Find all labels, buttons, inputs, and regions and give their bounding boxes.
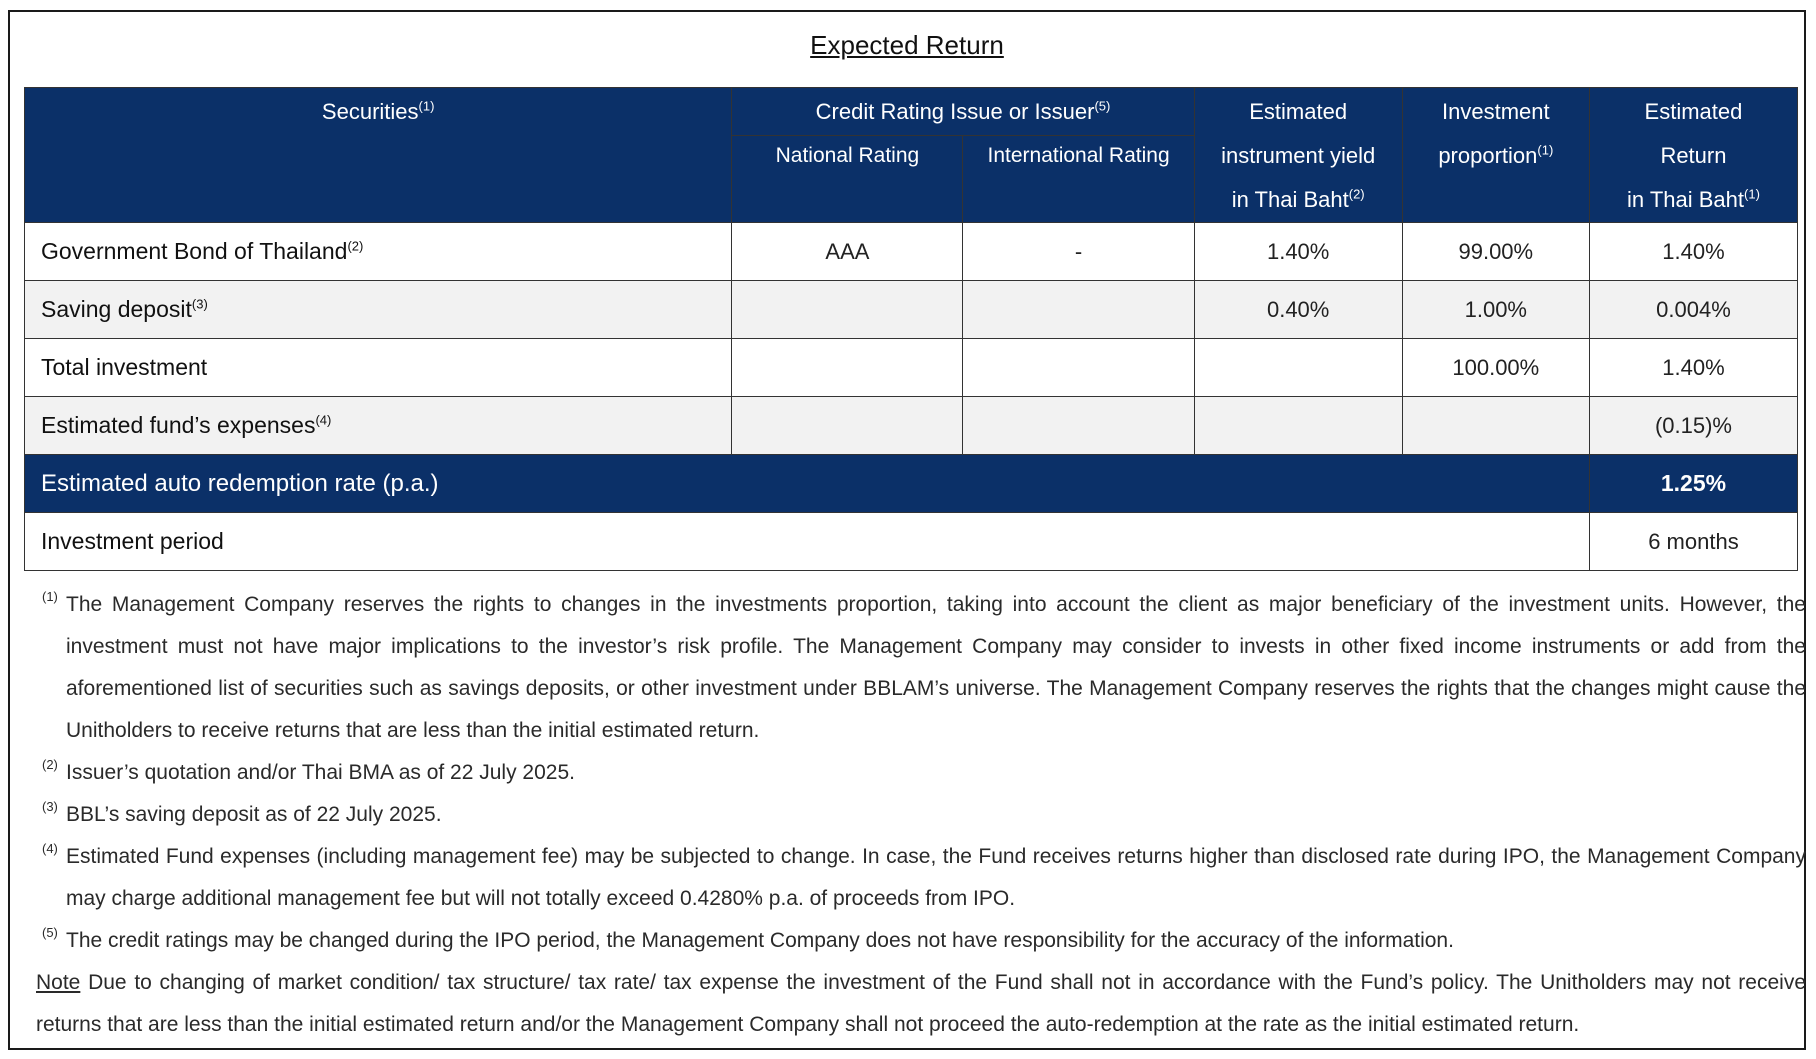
cell-national-rating (732, 339, 963, 397)
cell-international-rating (963, 339, 1194, 397)
table-row (25, 281, 1798, 339)
table-row (25, 339, 1798, 397)
footnote-text: The Management Company reserves the rights to changes in the investments proportion, taking into account the client as major beneficiary of the investment units. However, the investment must not have major implications to the investor’s risk profile. The Management Company may consider to invests in other fixed income instruments or add from the aforementioned list of securities such as savings deposits, or other investment under BBLAM’s universe. The Management Company reserves the rights that the changes might cause the Unitholders to receive returns that are less than the initial estimated return. (66, 593, 1806, 742)
footnote-mark: (4) (42, 841, 58, 856)
footnote-mark: (1) (42, 589, 58, 604)
document-frame (8, 10, 1806, 1050)
header-credit-rating: Credit Rating Issue or Issuer$^{(5)}$ (732, 88, 1194, 136)
footnote-mark: (2) (42, 757, 58, 772)
cell-return: (0.15)% (1589, 397, 1797, 455)
cell-national-rating (732, 281, 963, 339)
investment-period-row (25, 513, 1798, 571)
footnote (26, 836, 1806, 920)
footnote (26, 752, 1806, 794)
cell-proportion: 100.00% (1402, 339, 1589, 397)
redemption-rate-value: 1.25% (1589, 455, 1797, 513)
footnote-text: The credit ratings may be changed during the IPO period, the Management Company does not have responsibility for the accuracy of the information. (66, 929, 1454, 952)
expected-return-table (24, 87, 1798, 571)
header-estimated-yield: Estimated instrument yield in Thai Baht$^{(2)}$ (1194, 88, 1402, 223)
row-label: Government Bond of Thailand$^{(2)}$ (25, 223, 732, 281)
footnotes (26, 584, 1806, 1046)
footnote (26, 794, 1806, 836)
cell-yield (1194, 339, 1402, 397)
header-securities: Securities$^{(1)}$ (25, 88, 732, 223)
table-header-row (25, 88, 1798, 136)
row-label: Total investment (25, 339, 732, 397)
cell-national-rating: AAA (732, 223, 963, 281)
footnote (26, 584, 1806, 752)
investment-period-label: Investment period (25, 513, 1590, 571)
footnote-text: Estimated Fund expenses (including management fee) may be subjected to change. In case, the Fund receives returns higher than disclosed rate during IPO, the Management Company may charge additional management fee but will not totally exceed 0.4280% p.a. of proceeds from IPO. (66, 845, 1806, 910)
cell-proportion: 1.00% (1402, 281, 1589, 339)
cell-yield: 1.40% (1194, 223, 1402, 281)
cell-yield: 0.40% (1194, 281, 1402, 339)
footnote-text: Issuer’s quotation and/or Thai BMA as of 22 July 2025. (66, 761, 575, 784)
cell-international-rating: - (963, 223, 1194, 281)
table-row (25, 223, 1798, 281)
cell-return: 1.40% (1589, 339, 1797, 397)
redemption-rate-label: Estimated auto redemption rate (p.a.) (25, 455, 1590, 513)
note-keyword: Note (36, 971, 81, 994)
cell-proportion: 99.00% (1402, 223, 1589, 281)
note-text: Due to changing of market condition/ tax structure/ tax rate/ tax expense the investment of the Fund shall not in accordance with the Fund’s policy. The Unitholders may not receive returns that are less than the initial estimated return and/or the Management Company shall not proceed the auto-redemption at the rate as the initial estimated return. (36, 971, 1806, 1036)
row-label: Estimated fund’s expenses$^{(4)}$ (25, 397, 732, 455)
row-label: Saving deposit$^{(3)}$ (25, 281, 732, 339)
footnote-mark: (5) (42, 925, 58, 940)
footnote-mark: (3) (42, 799, 58, 814)
page-title: Expected Return (810, 30, 1004, 60)
cell-international-rating (963, 281, 1194, 339)
cell-return: 0.004% (1589, 281, 1797, 339)
note-paragraph (26, 962, 1806, 1046)
header-investment-proportion: Investment proportion$^{(1)}$ (1402, 88, 1589, 223)
footnote-text: BBL’s saving deposit as of 22 July 2025. (66, 803, 442, 826)
cell-yield (1194, 397, 1402, 455)
footnote (26, 920, 1806, 962)
cell-international-rating (963, 397, 1194, 455)
table-row (25, 397, 1798, 455)
investment-period-value: 6 months (1589, 513, 1797, 571)
header-international-rating: International Rating (963, 136, 1194, 223)
header-estimated-return: Estimated Return in Thai Baht$^{(1)}$ (1589, 88, 1797, 223)
header-national-rating: National Rating (732, 136, 963, 223)
cell-return: 1.40% (1589, 223, 1797, 281)
cell-national-rating (732, 397, 963, 455)
redemption-rate-row (25, 455, 1798, 513)
cell-proportion (1402, 397, 1589, 455)
